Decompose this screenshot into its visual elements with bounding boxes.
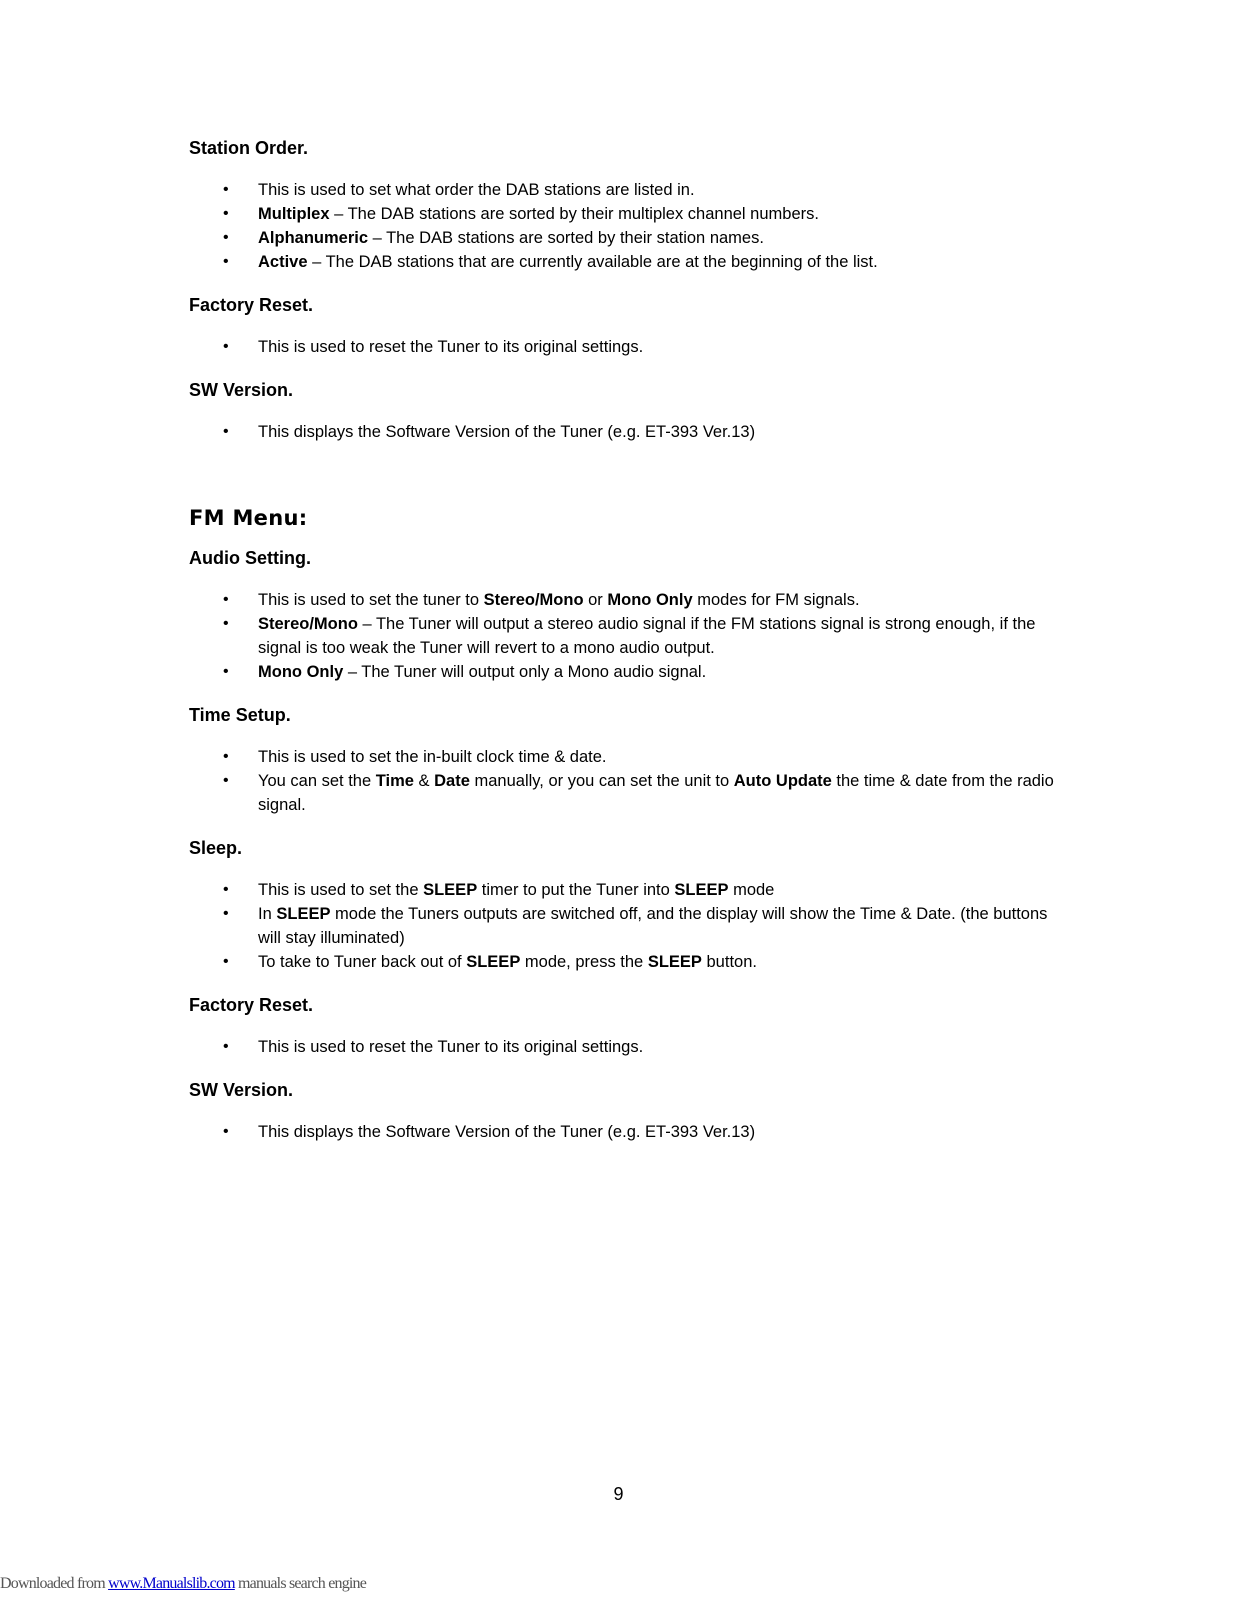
list-item: • Active – The DAB stations that are currently available are at the beginning of the list. bbox=[189, 250, 1058, 274]
manualslib-link[interactable]: www.Manualslib.com bbox=[108, 1575, 235, 1592]
bullet-icon: • bbox=[223, 663, 229, 680]
list-item: • To take to Tuner back out of SLEEP mode, press the SLEEP button. bbox=[189, 950, 1058, 974]
sleep-list bbox=[189, 878, 1069, 974]
bullet-icon: • bbox=[223, 953, 229, 970]
station-order-list bbox=[189, 178, 1069, 274]
bullet-icon: • bbox=[223, 772, 229, 789]
sw-version-list bbox=[189, 420, 1069, 444]
bullet-icon: • bbox=[223, 1038, 229, 1055]
list-item: • Stereo/Mono – The Tuner will output a stereo audio signal if the FM stations signal is strong enough, if the signal is too weak the Tuner will revert to a mono audio output. bbox=[189, 612, 1058, 660]
list-item: • This is used to set the SLEEP timer to put the Tuner into SLEEP mode bbox=[189, 878, 1058, 902]
list-item: • You can set the Time & Date manually, or you can set the unit to Auto Update the time & date from the radio signal. bbox=[189, 769, 1058, 817]
bullet-icon: • bbox=[223, 591, 229, 608]
bullet-icon: • bbox=[223, 423, 229, 440]
factory-reset-heading: Factory Reset. bbox=[189, 295, 314, 315]
sw-version-heading: SW Version. bbox=[189, 380, 294, 400]
list-item: • Mono Only – The Tuner will output only a Mono audio signal. bbox=[189, 660, 1058, 684]
bullet-icon: • bbox=[223, 1123, 229, 1140]
list-item: • Multiplex – The DAB stations are sorted by their multiplex channel numbers. bbox=[189, 202, 1058, 226]
page-number: 9 bbox=[613, 1484, 624, 1504]
list-item: • In SLEEP mode the Tuners outputs are switched off, and the display will show the Time & Date. (the buttons will stay illuminated) bbox=[189, 902, 1058, 950]
bullet-icon: • bbox=[223, 748, 229, 765]
bullet-icon: • bbox=[223, 905, 229, 922]
sw-version-heading: SW Version. bbox=[189, 1080, 294, 1100]
factory-reset-list bbox=[189, 1035, 1069, 1059]
audio-setting-heading: Audio Setting. bbox=[189, 548, 311, 568]
bullet-icon: • bbox=[223, 229, 229, 246]
fm-menu-heading: FM Menu: bbox=[189, 506, 308, 530]
sw-version-list bbox=[189, 1120, 1069, 1144]
bullet-icon: • bbox=[223, 205, 229, 222]
sleep-heading: Sleep. bbox=[189, 838, 243, 858]
list-item: • This is used to set the tuner to Stereo/Mono or Mono Only modes for FM signals. bbox=[189, 588, 1058, 612]
list-item: • This displays the Software Version of the Tuner (e.g. ET-393 Ver.13) bbox=[189, 420, 1058, 444]
list-item: • This is used to reset the Tuner to its original settings. bbox=[189, 335, 1058, 359]
factory-reset-list bbox=[189, 335, 1069, 359]
footer-prefix: Downloaded from bbox=[0, 1575, 109, 1592]
time-setup-list bbox=[189, 745, 1069, 817]
bullet-icon: • bbox=[223, 338, 229, 355]
bullet-icon: • bbox=[223, 253, 229, 270]
footer-suffix: manuals search engine bbox=[234, 1575, 367, 1592]
audio-setting-list bbox=[189, 588, 1069, 684]
download-footer bbox=[0, 1575, 366, 1593]
list-item: • Alphanumeric – The DAB stations are sorted by their station names. bbox=[189, 226, 1058, 250]
list-item: • This is used to set the in-built clock time & date. bbox=[189, 745, 1058, 769]
list-item: • This is used to reset the Tuner to its original settings. bbox=[189, 1035, 1058, 1059]
list-item: • This displays the Software Version of the Tuner (e.g. ET-393 Ver.13) bbox=[189, 1120, 1058, 1144]
bullet-icon: • bbox=[223, 615, 229, 632]
time-setup-heading: Time Setup. bbox=[189, 705, 291, 725]
page-content bbox=[189, 136, 1069, 1144]
bullet-icon: • bbox=[223, 881, 229, 898]
factory-reset-heading: Factory Reset. bbox=[189, 995, 314, 1015]
list-item: • This is used to set what order the DAB stations are listed in. bbox=[189, 178, 1058, 202]
station-order-heading: Station Order. bbox=[189, 138, 309, 158]
bullet-icon: • bbox=[223, 181, 229, 198]
